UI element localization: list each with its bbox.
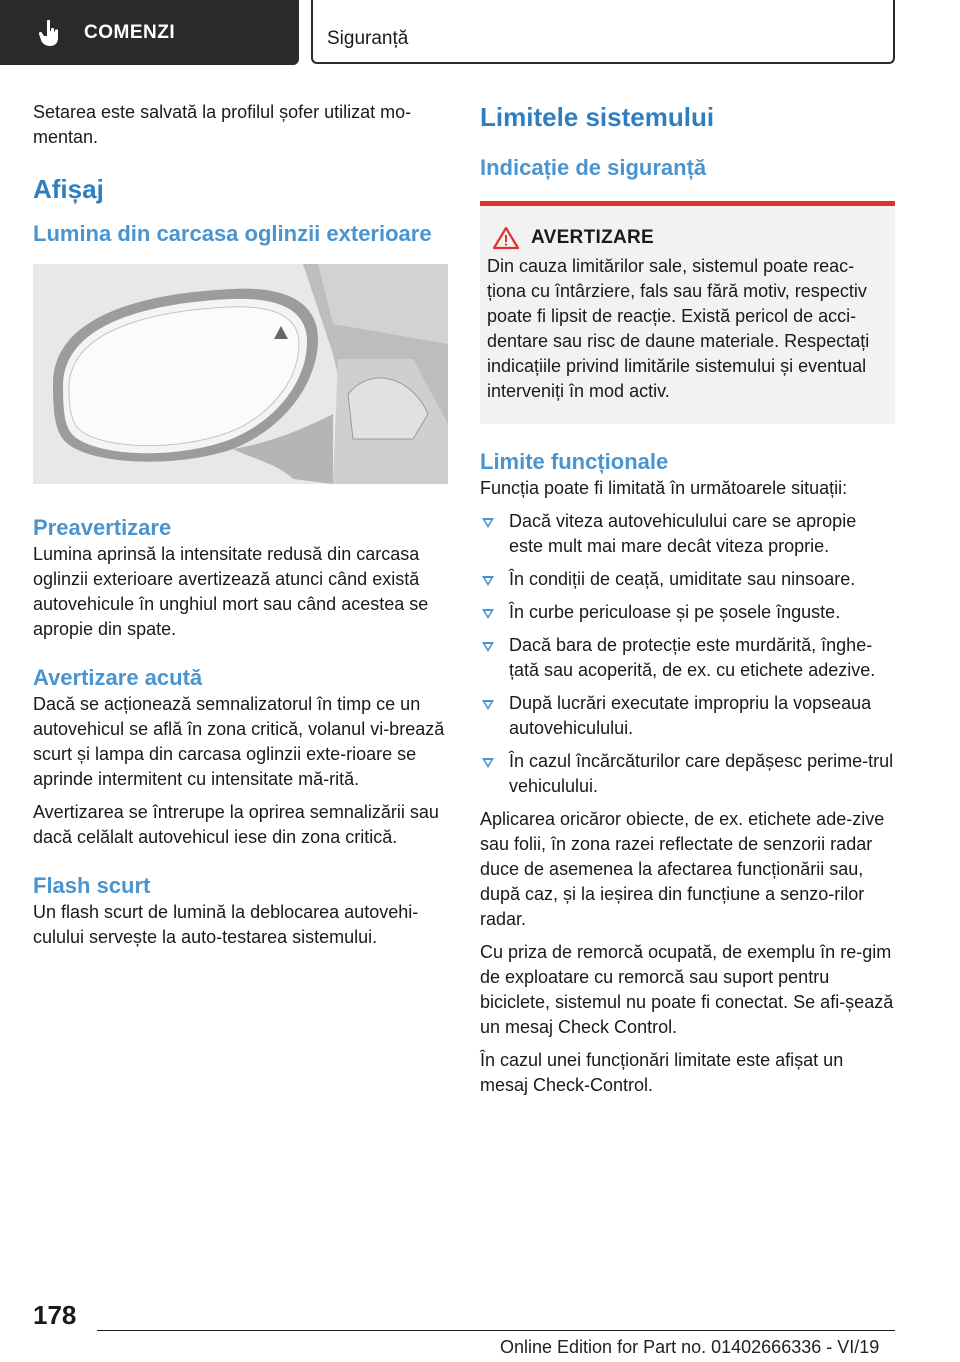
flash-text: Un flash scurt de lumină la deblocarea autovehi-culului servește la auto-testarea sistemului. (33, 902, 419, 947)
warning-text: Din cauza limitărilor sale, sistemul poate reac-ționa cu întârziere, fals sau fără motiv, respectiv poate fi lipsit de reacție. Există pericol de acci-dentare sau risc de daune materiale. Respectați indicațiile privind limitările sistemului și eventual interveniți în mod activ. (487, 256, 870, 401)
safety-heading: Indicație de siguranță (480, 155, 707, 180)
triangle-bullet-icon (482, 642, 494, 652)
list-item: În condiții de ceață, umiditate sau ninsoare. (480, 567, 895, 592)
list-item: În curbe periculoase și pe șosele înguste. (480, 600, 895, 625)
warning-title: AVERTIZARE (531, 227, 654, 248)
preavertizare-text: Lumina aprinsă la intensitate redusă din carcasa oglinzii exterioare avertizează atunci când există autovehicule în unghiul mort sau când acestea se apropie din spate. (33, 544, 429, 639)
acuta-heading: Avertizare acută (33, 665, 203, 690)
list-item: După lucrări executate impropriu la vopseaua autovehiculului. (480, 691, 895, 741)
trailer-paragraph: Cu priza de remorcă ocupată, de exemplu în re-gim de exploatare cu remorcă sau suport pentru biciclete, sistemul nu poate fi conectat. Se afi-șează un mesaj Check Control. (480, 942, 894, 1037)
list-item: Dacă viteza autovehiculului care se apropie este mult mai mare decât viteza proprie. (480, 509, 895, 559)
left-column (33, 100, 448, 950)
page-number: 178 (33, 1300, 77, 1330)
limits-heading: Limitele sistemului (480, 102, 715, 132)
section-header (311, 0, 895, 64)
functional-limits-heading: Limite funcționale (480, 449, 669, 474)
triangle-bullet-icon (482, 518, 494, 528)
check-control-paragraph: În cazul unei funcționări limitate este afișat un mesaj Check-Control. (480, 1050, 844, 1095)
hand-pointer-icon (38, 19, 64, 47)
display-heading: Afișaj (33, 174, 104, 204)
right-column (480, 100, 895, 1098)
preavertizare-heading: Preavertizare (33, 515, 172, 540)
tab-label: COMENZI (84, 21, 176, 43)
footer-divider (97, 1330, 895, 1331)
flash-heading: Flash scurt (33, 873, 151, 898)
limits-list (480, 509, 895, 799)
triangle-bullet-icon (482, 758, 494, 768)
radar-paragraph: Aplicarea oricăror obiecte, de ex. etichete ade-zive sau folii, în zona razei reflectate de senzorii radar duce de asemenea la afectarea funcționării sau, după caz, și la ieșirea din funcțiune a senzo-rilor radar. (480, 809, 885, 929)
triangle-bullet-icon (482, 700, 494, 710)
section-title: Siguranță (327, 28, 409, 49)
triangle-bullet-icon (482, 576, 494, 586)
warning-triangle-icon (492, 226, 520, 250)
warning-box (480, 201, 895, 424)
acuta-text: Dacă se acționează semnalizatorul în timp ce un autovehicul se află în zona critică, volanul vi-brează scurt și lampa din carcasa oglinzii exte-rioare se aprinde intermitent cu intensitate mă-rită. (33, 694, 445, 789)
mirror-light-heading: Lumina din carcasa oglinzii exterioare (33, 221, 432, 246)
side-mirror-illustration (33, 264, 448, 484)
triangle-bullet-icon (482, 609, 494, 619)
functional-intro: Funcția poate fi limitată în următoarele situații: (480, 478, 848, 498)
list-item: În cazul încărcăturilor care depășesc perime-trul vehiculului. (480, 749, 895, 799)
acuta-text-2: Avertizarea se întrerupe la oprirea semnalizării sau dacă celălalt autovehicul iese din zona critică. (33, 802, 439, 847)
edition-text: Online Edition for Part no. 01402666336 - VI/19 (500, 1337, 880, 1357)
warning-header (487, 226, 887, 250)
list-item: Dacă bara de protecție este murdărită, înghe-țată sau acoperită, de ex. cu etichete adezive. (480, 633, 895, 683)
footer-edition (500, 1337, 879, 1358)
header-tab[interactable] (0, 0, 299, 65)
intro-paragraph: Setarea este salvată la profilul șofer utilizat mo-mentan. (33, 102, 412, 147)
